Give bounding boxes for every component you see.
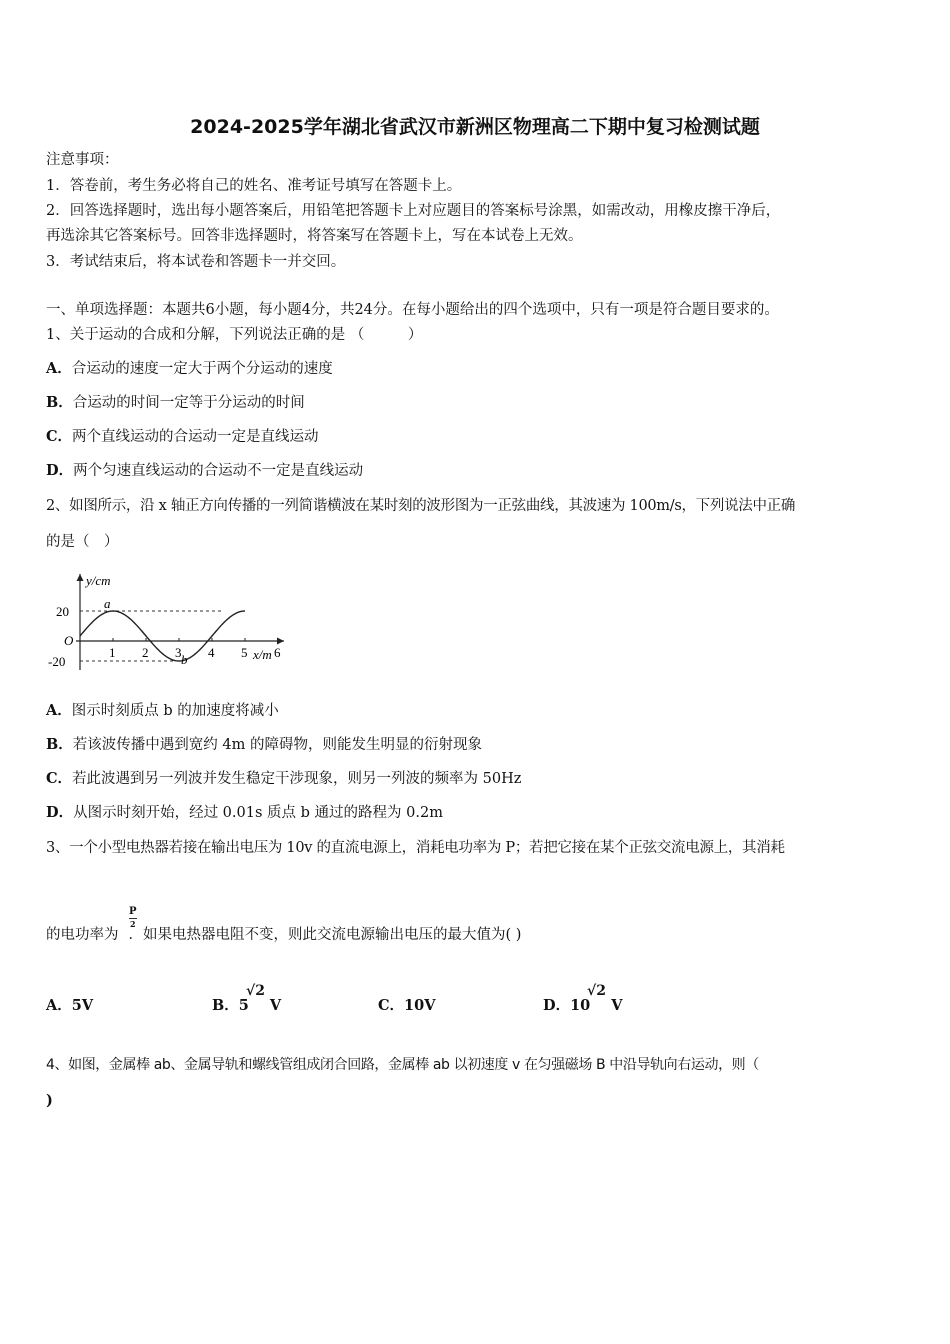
notice-item: 2．回答选择题时，选出每小题答案后，用铅笔把答题卡上对应题目的答案标号涂黑，如需改动，用橡皮擦干净后，: [46, 203, 781, 219]
q2-option-c: [46, 769, 521, 789]
q3-stem: 3、一个小型电热器若接在输出电压为 10v 的直流电源上，消耗电功率为 P；若把它接在某个正弦交流电源上，其消耗: [46, 840, 785, 856]
option-label: A．: [46, 702, 72, 719]
option-label: C．: [46, 428, 73, 445]
q4-stem-cont: ): [46, 1092, 53, 1109]
x-tick-label: 2: [142, 645, 149, 660]
option-text: 10: [570, 997, 591, 1014]
q2-option-d: [46, 803, 443, 823]
option-label: C．: [46, 770, 73, 787]
option-label: A．: [46, 997, 72, 1014]
option-text: 两个匀速直线运动的合运动不一定是直线运动: [73, 463, 364, 479]
x-tick-label: 3: [175, 645, 182, 660]
q2-stem: 2、如图所示，沿 x 轴正方向传播的一列简谐横波在某时刻的波形图为一正弦曲线，其波速为 100m/s，下列说法中正确: [46, 498, 796, 514]
q1-stem: 1、关于运动的合成和分解，下列说法正确的是 （ ）: [46, 327, 423, 343]
q2-option-b: [46, 735, 482, 755]
option-label: A．: [46, 360, 72, 377]
q4-stem: 4、如图，金属棒 ab、金属导轨和螺线管组成闭合回路，金属棒 ab 以初速度 v 在匀强磁场 B 中沿导轨向右运动，则（: [46, 1057, 759, 1073]
option-text: 10V: [404, 997, 436, 1014]
option-text: 从图示时刻开始，经过 0.01s 质点 b 通过的路程为 0.2m: [73, 805, 443, 821]
option-text: V: [269, 997, 282, 1014]
option-label: D．: [46, 462, 74, 479]
notice-item: 3．考试结束后，将本试卷和答题卡一并交回。: [46, 254, 346, 270]
y-tick-label: 20: [56, 604, 69, 619]
q2-stem-cont: 的是（ ）: [46, 534, 119, 550]
option-text: 5: [238, 997, 249, 1014]
q3-option-d: [543, 996, 623, 1016]
option-text: 若该波传播中遇到宽约 4m 的障碍物，则能发生明显的衍射现象: [72, 737, 482, 753]
y-axis-label: y/cm: [86, 573, 111, 588]
x-axis-label: x/m: [253, 647, 272, 662]
fraction-denominator: 2: [130, 919, 136, 929]
q1-option-d: [46, 461, 363, 481]
notice-item: 1．答卷前，考生务必将自己的姓名、准考证号填写在答题卡上。: [46, 178, 462, 194]
q1-option-c: [46, 427, 319, 447]
option-text: 图示时刻质点 b 的加速度将减小: [71, 703, 279, 719]
option-text: 两个直线运动的合运动一定是直线运动: [72, 429, 319, 445]
y-tick-label: -20: [48, 654, 66, 669]
x-tick-label: 6: [274, 645, 281, 660]
q1-option-b: [46, 393, 305, 413]
option-text: V: [611, 997, 623, 1014]
point-a-label: a: [104, 596, 111, 611]
q1-option-a: [46, 359, 333, 379]
option-label: B．: [46, 394, 73, 411]
wave-curve: [80, 611, 245, 661]
point-b-label: b: [181, 652, 188, 667]
notice-heading: 注意事项：: [46, 152, 119, 168]
x-tick-label: 5: [241, 645, 248, 660]
sqrt-symbol: √2: [246, 983, 265, 999]
section-heading: 一、单项选择题：本题共6小题，每小题4分，共24分。在每小题给出的四个选项中，只有一项是符合题目要求的。: [46, 302, 779, 318]
option-text: 合运动的速度一定大于两个分运动的速度: [71, 361, 333, 377]
q3-stem-text: ．如果电热器电阻不变，则此交流电源输出电压的最大值为( ): [128, 927, 522, 943]
q3-option-c: [378, 996, 435, 1016]
notice-item: 再选涂其它答案标号。回答非选择题时，将答案写在答题卡上，写在本试卷上无效。: [46, 228, 583, 244]
option-text: 合运动的时间一定等于分运动的时间: [72, 395, 305, 411]
x-tick-label: 1: [109, 645, 116, 660]
option-text: 5V: [71, 997, 94, 1014]
fraction-numerator: P: [129, 906, 137, 917]
wave-figure: [46, 568, 296, 678]
q3-stem-cont: [46, 925, 521, 945]
option-label: C．: [378, 997, 405, 1014]
sqrt-symbol: √2: [587, 983, 606, 999]
option-label: D．: [543, 997, 571, 1014]
q2-option-a: [46, 701, 279, 721]
q3-option-a: [46, 996, 93, 1016]
q3-option-b: [212, 996, 281, 1016]
option-text: 若此波遇到另一列波并发生稳定干涉现象，则另一列波的频率为 50Hz: [72, 771, 522, 787]
x-tick-label: 4: [208, 645, 215, 660]
option-label: B．: [212, 997, 239, 1014]
q3-stem-text: 的电功率为: [46, 927, 119, 943]
option-label: B．: [46, 736, 73, 753]
option-label: D．: [46, 804, 74, 821]
exam-title: 2024-2025学年湖北省武汉市新洲区物理高二下期中复习检测试题: [190, 116, 760, 138]
origin-label: O: [64, 633, 74, 648]
